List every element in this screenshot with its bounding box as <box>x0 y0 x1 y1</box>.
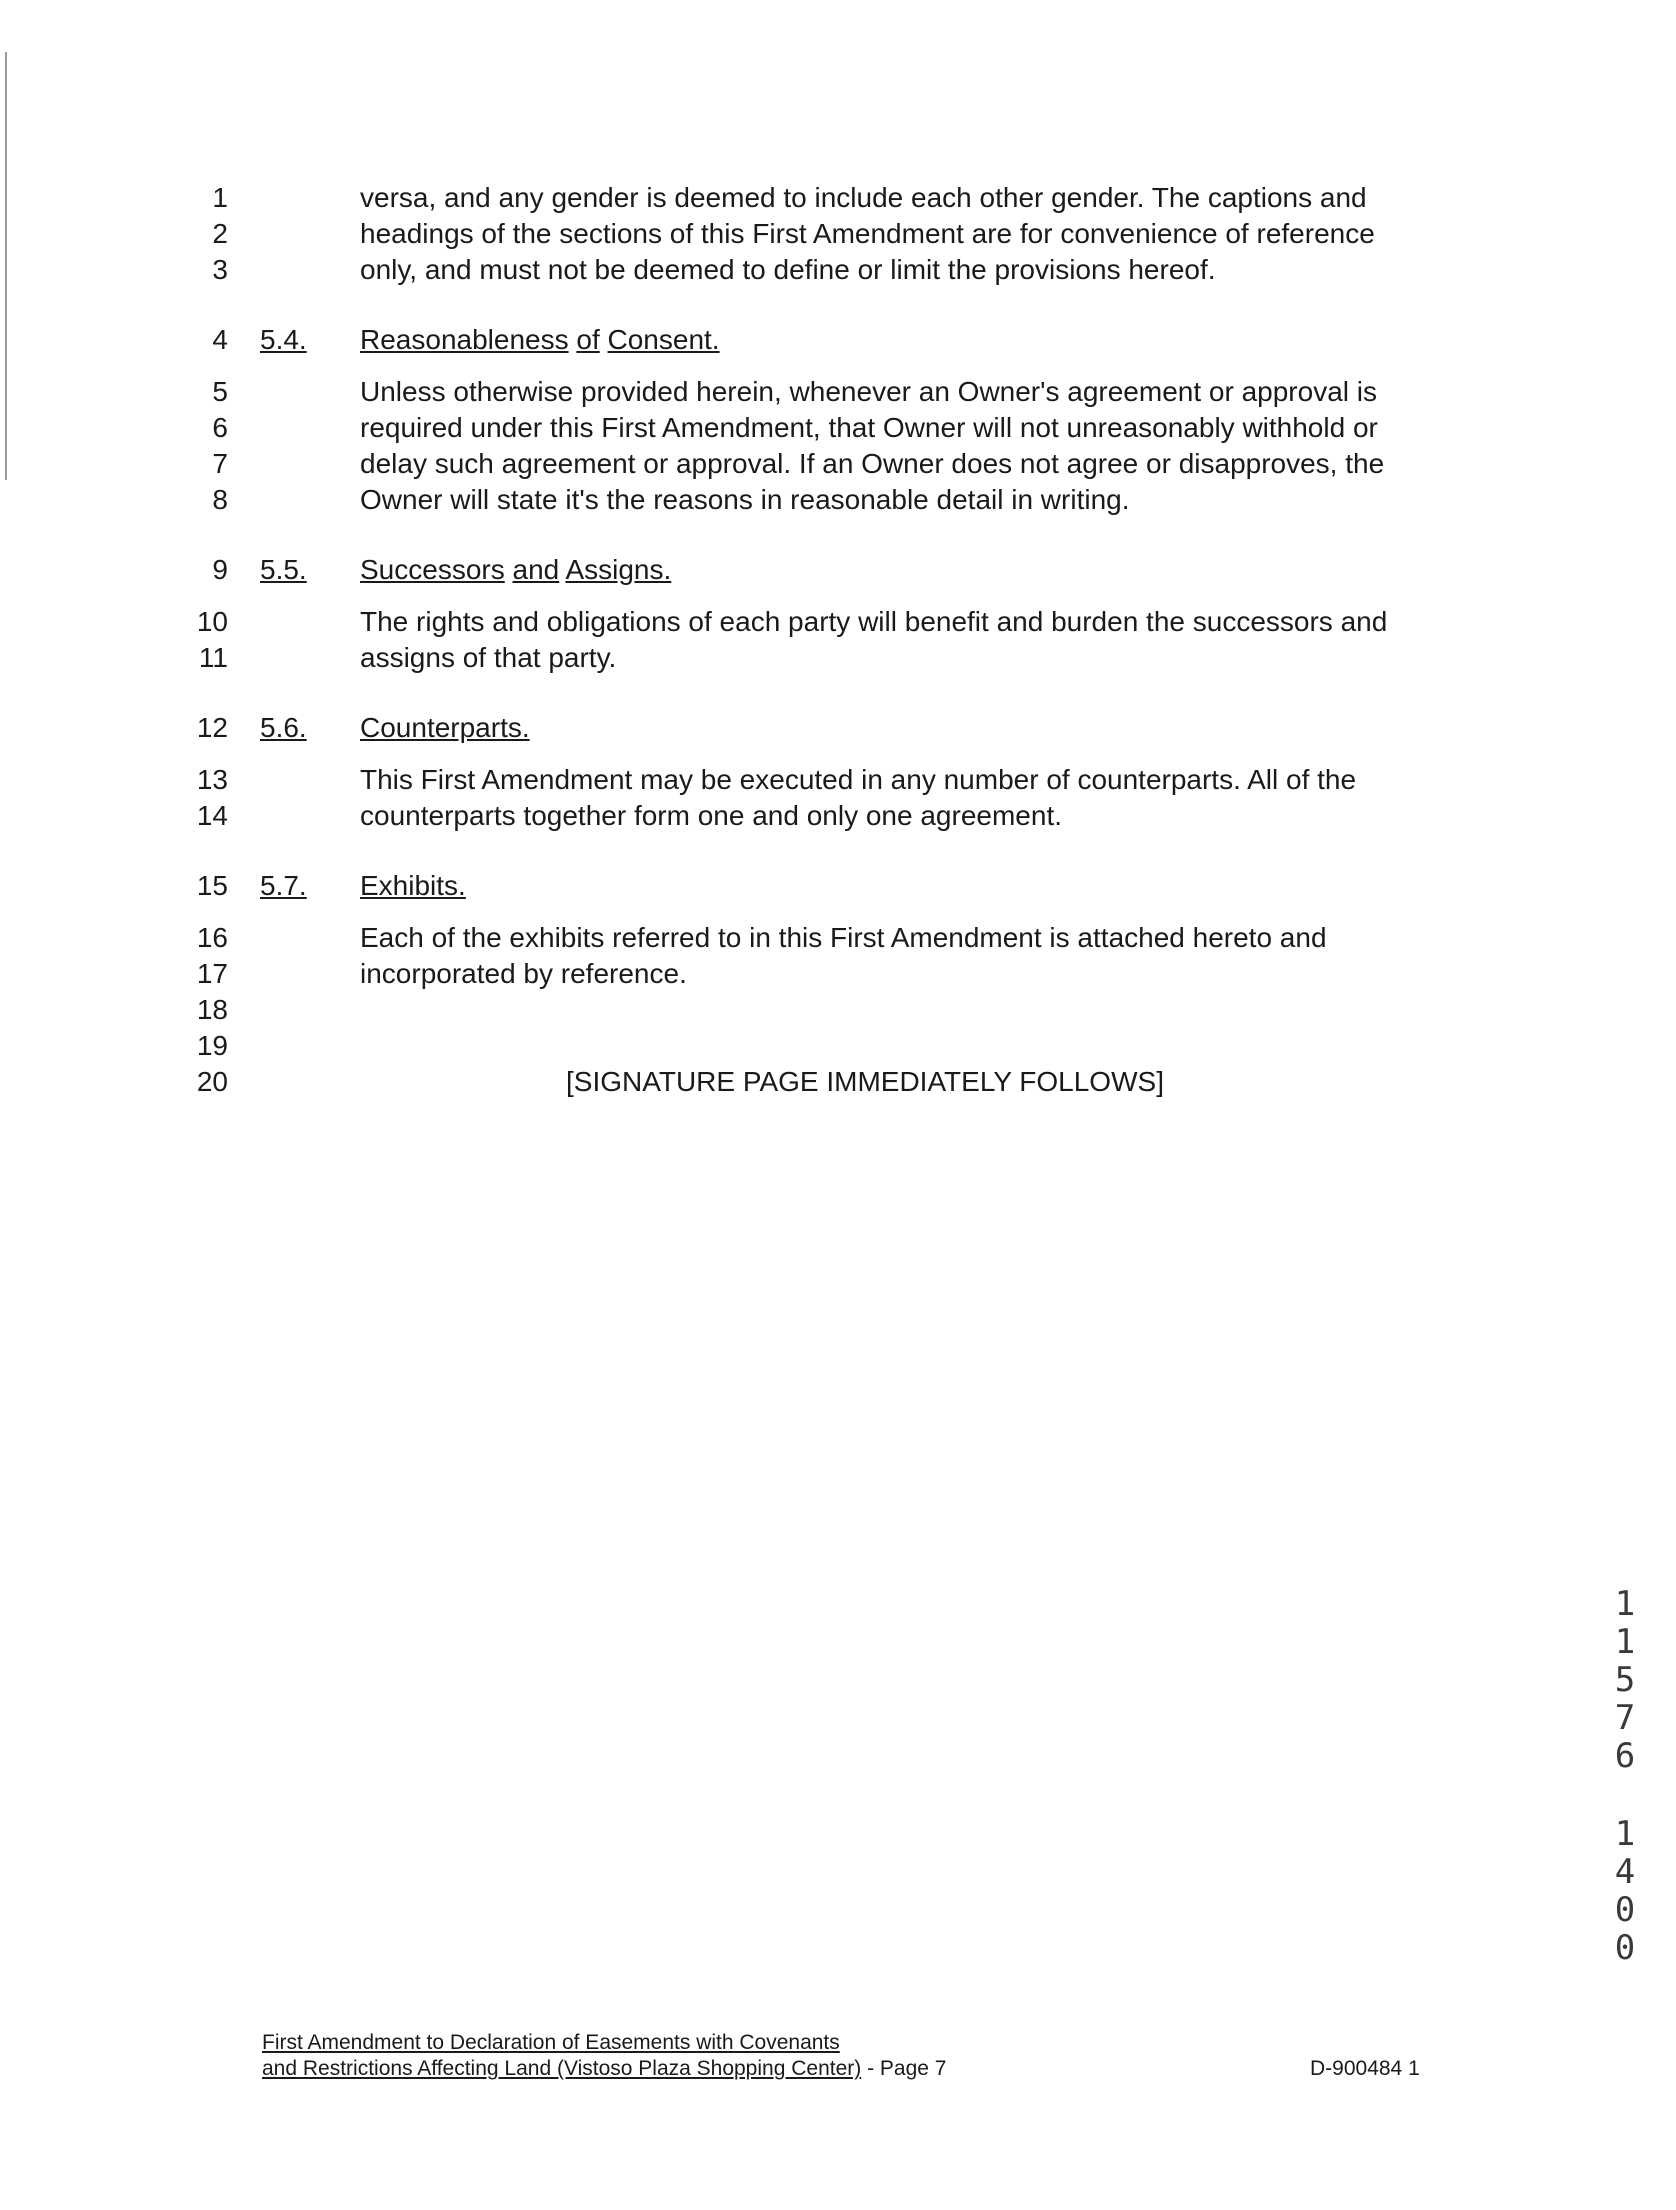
line-number: 13 <box>196 764 228 795</box>
heading-word: and <box>512 554 560 585</box>
line-number: 3 <box>212 254 228 285</box>
line-number: 8 <box>212 484 228 515</box>
line-number: 2 <box>212 218 228 249</box>
section-number: 5.4. <box>260 324 307 355</box>
stamp-digit: 1 <box>1614 1814 1636 1854</box>
footer-title-line-2 <box>262 2056 946 2082</box>
body-line: incorporated by reference. <box>360 958 687 989</box>
line-number: 1 <box>212 182 228 213</box>
body-line: versa, and any gender is deemed to include each other gender. The captions and <box>360 182 1367 213</box>
body-line: The rights and obligations of each party will benefit and burden the successors and <box>360 606 1388 637</box>
line-number: 17 <box>196 958 228 989</box>
line-number: 18 <box>196 994 228 1025</box>
body-line: Owner will state it's the reasons in reasonable detail in writing. <box>360 484 1130 515</box>
line-number: 12 <box>196 712 228 743</box>
heading-word: Reasonableness <box>360 324 569 355</box>
line-number: 11 <box>198 642 228 673</box>
body-line: This First Amendment may be executed in any number of counterparts. All of the <box>360 764 1357 795</box>
line-number: 7 <box>212 448 228 479</box>
document-id: D-900484 1 <box>1310 2057 1420 2080</box>
heading-word: Consent. <box>607 324 720 355</box>
section-heading <box>360 552 1450 588</box>
line-number: 15 <box>196 870 228 901</box>
body-line: counterparts together form one and only one agreement. <box>360 800 1062 831</box>
body-line: headings of the sections of this First Amendment are for convenience of reference <box>360 218 1375 249</box>
body-line: required under this First Amendment, that Owner will not unreasonably withhold or <box>360 412 1378 443</box>
section-heading <box>360 710 1450 746</box>
footer-page-number: - Page 7 <box>861 2057 947 2080</box>
stamp-digit: 0 <box>1614 1928 1636 1968</box>
line-number: 20 <box>196 1066 228 1097</box>
stamp-digit: 6 <box>1614 1736 1636 1776</box>
heading-word: of <box>576 324 600 355</box>
stamp-digit: 5 <box>1614 1660 1636 1700</box>
line-number: 16 <box>196 922 228 953</box>
line-number: 4 <box>212 324 228 355</box>
section-heading <box>360 868 1450 904</box>
section-number: 5.5. <box>260 554 307 585</box>
footer-title-line-2-text: and Restrictions Affecting Land (Vistoso Plaza Shopping Center) <box>262 2057 862 2080</box>
heading-word: Exhibits. <box>360 870 466 901</box>
line-number: 6 <box>212 412 228 443</box>
section-number: 5.7. <box>260 870 307 901</box>
scan-edge-line <box>5 52 7 480</box>
footer-title-line-1: First Amendment to Declaration of Easements with Covenants <box>262 2031 840 2054</box>
page-footer <box>262 2030 946 2082</box>
line-number: 19 <box>196 1030 228 1061</box>
section-number: 5.6. <box>260 712 307 743</box>
line-number: 9 <box>212 554 228 585</box>
body-line: Each of the exhibits referred to in this First Amendment is attached hereto and <box>360 922 1327 953</box>
heading-word: Assigns. <box>565 554 672 585</box>
stamp-digit: 0 <box>1614 1890 1636 1930</box>
body-line: only, and must not be deemed to define or limit the provisions hereof. <box>360 254 1216 285</box>
line-number: 14 <box>196 800 228 831</box>
body-line: delay such agreement or approval. If an Owner does not agree or disapproves, the <box>360 448 1385 479</box>
stamp-digit: 7 <box>1614 1698 1636 1738</box>
stamp-digit: 1 <box>1614 1622 1636 1662</box>
recording-stamp <box>1605 1585 1645 1967</box>
section-heading <box>360 322 1450 358</box>
stamp-digit: 4 <box>1614 1852 1636 1892</box>
line-number: 5 <box>212 376 228 407</box>
heading-word: Counterparts. <box>360 712 530 743</box>
heading-word: Successors <box>360 554 505 585</box>
stamp-digit: 1 <box>1614 1584 1636 1624</box>
signature-notice: [SIGNATURE PAGE IMMEDIATELY FOLLOWS] <box>566 1066 1164 1097</box>
line-number: 10 <box>196 606 228 637</box>
body-line: assigns of that party. <box>360 642 617 673</box>
body-line: Unless otherwise provided herein, whenever an Owner's agreement or approval is <box>360 376 1377 407</box>
